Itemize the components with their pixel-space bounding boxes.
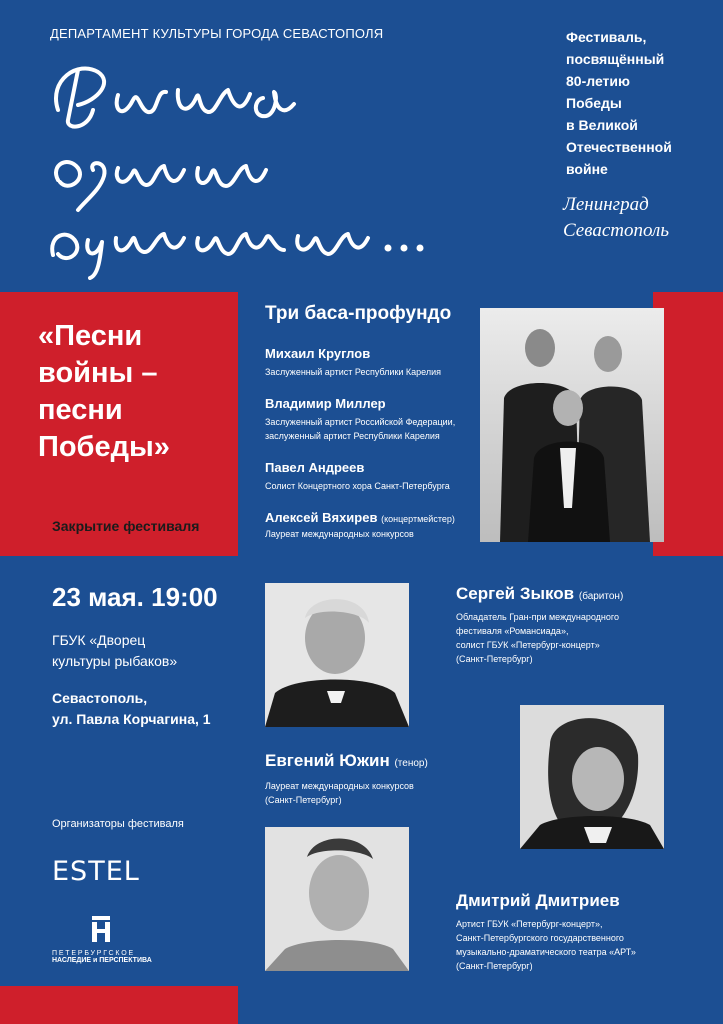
concert-title-line: «Песни bbox=[38, 320, 143, 352]
artist-block bbox=[265, 460, 450, 493]
soloist-desc: (Санкт-Петербург) bbox=[456, 654, 533, 664]
concert-title-line: Победы» bbox=[38, 431, 170, 463]
artist-name: Михаил Круглов bbox=[265, 346, 371, 361]
estel-logo: ESTEL bbox=[52, 856, 140, 887]
closing-label: Закрытие фестиваля bbox=[52, 518, 200, 534]
artist-desc: заслуженный артист Республики Карелия bbox=[265, 431, 440, 441]
department-name: ДЕПАРТАМЕНТ КУЛЬТУРЫ ГОРОДА СЕВАСТОПОЛЯ bbox=[50, 26, 384, 41]
artist-desc: Заслуженный артист Республики Карелия bbox=[265, 367, 442, 377]
festival-cities bbox=[563, 192, 669, 244]
artist-block bbox=[265, 346, 441, 379]
venue-line: культуры рыбаков» bbox=[52, 653, 178, 669]
heritage-mark-icon bbox=[90, 916, 112, 942]
artist-block bbox=[265, 396, 455, 443]
city-name: Севастополь bbox=[563, 220, 669, 241]
concert-title-line: песни bbox=[38, 394, 123, 426]
festival-line: Фестиваль, bbox=[566, 29, 647, 45]
heritage-line-1: ПЕТЕРБУРГСКОЕ bbox=[52, 950, 135, 957]
basses-group-photo bbox=[480, 308, 664, 542]
soloist-name: Дмитрий Дмитриев bbox=[456, 891, 620, 910]
handwritten-title-graphic bbox=[38, 50, 468, 280]
peterburg-heritage-logo bbox=[52, 916, 162, 964]
festival-line: посвящённый bbox=[566, 51, 665, 67]
concert-title-line: войны – bbox=[38, 357, 158, 389]
soloist-desc: Артист ГБУК «Петербург-концерт», bbox=[456, 919, 603, 929]
red-panel-bottom bbox=[0, 986, 238, 1024]
festival-line: Отечественной bbox=[566, 139, 672, 155]
festival-line: войне bbox=[566, 161, 608, 177]
artist-name: Алексей Вяхирев (концертмейстер) bbox=[265, 510, 455, 525]
address bbox=[52, 688, 211, 730]
soloist-dmitriev bbox=[456, 891, 636, 973]
soloist-desc: фестиваля «Романсиада», bbox=[456, 626, 569, 636]
address-line: Севастополь, bbox=[52, 690, 148, 706]
festival-line: в Великой bbox=[566, 117, 638, 133]
artist-desc: Лауреат международных конкурсов bbox=[265, 529, 414, 539]
venue-line: ГБУК «Дворец bbox=[52, 632, 146, 648]
soloist-desc: музыкально-драматического театра «АРТ» bbox=[456, 947, 636, 957]
soloist-zykov bbox=[456, 584, 623, 666]
organizers-label: Организаторы фестиваля bbox=[52, 818, 184, 830]
soloist-name: Евгений Южин (тенор) bbox=[265, 751, 428, 770]
festival-line: Победы bbox=[566, 95, 622, 111]
artist-desc: Заслуженный артист Российской Федерации, bbox=[265, 417, 456, 427]
basses-title: Три баса-профундо bbox=[265, 303, 452, 324]
artist-block bbox=[265, 510, 455, 541]
address-line: ул. Павла Корчагина, 1 bbox=[52, 711, 211, 727]
heritage-line-2: НАСЛЕДИЕ и ПЕРСПЕКТИВА bbox=[52, 957, 152, 964]
soloist-desc: Обладатель Гран-при международного bbox=[456, 612, 619, 622]
venue bbox=[52, 630, 177, 672]
soloist-desc: Санкт-Петербургского государственного bbox=[456, 933, 624, 943]
festival-info bbox=[566, 26, 716, 180]
soloist-name: Сергей Зыков (баритон) bbox=[456, 584, 624, 603]
concert-date: 23 мая. 19:00 bbox=[52, 582, 218, 612]
soloist-desc: (Санкт-Петербург) bbox=[456, 961, 533, 971]
artist-name: Владимир Миллер bbox=[265, 396, 386, 411]
city-name: Ленинград bbox=[563, 194, 649, 215]
soloist-desc: Лауреат международных конкурсов bbox=[265, 781, 414, 791]
concert-title bbox=[38, 318, 238, 466]
festival-line: 80-летию bbox=[566, 73, 630, 89]
dmitriev-photo bbox=[520, 705, 664, 849]
script-title bbox=[38, 50, 468, 280]
zykov-photo bbox=[265, 583, 409, 727]
artist-name: Павел Андреев bbox=[265, 460, 365, 475]
soloist-yuzhin bbox=[265, 751, 428, 807]
yuzhin-photo bbox=[265, 827, 409, 971]
soloist-desc: (Санкт-Петербург) bbox=[265, 795, 342, 805]
soloist-desc: солист ГБУК «Петербург-концерт» bbox=[456, 640, 600, 650]
artist-desc: Солист Концертного хора Санкт-Петербурга bbox=[265, 481, 450, 491]
